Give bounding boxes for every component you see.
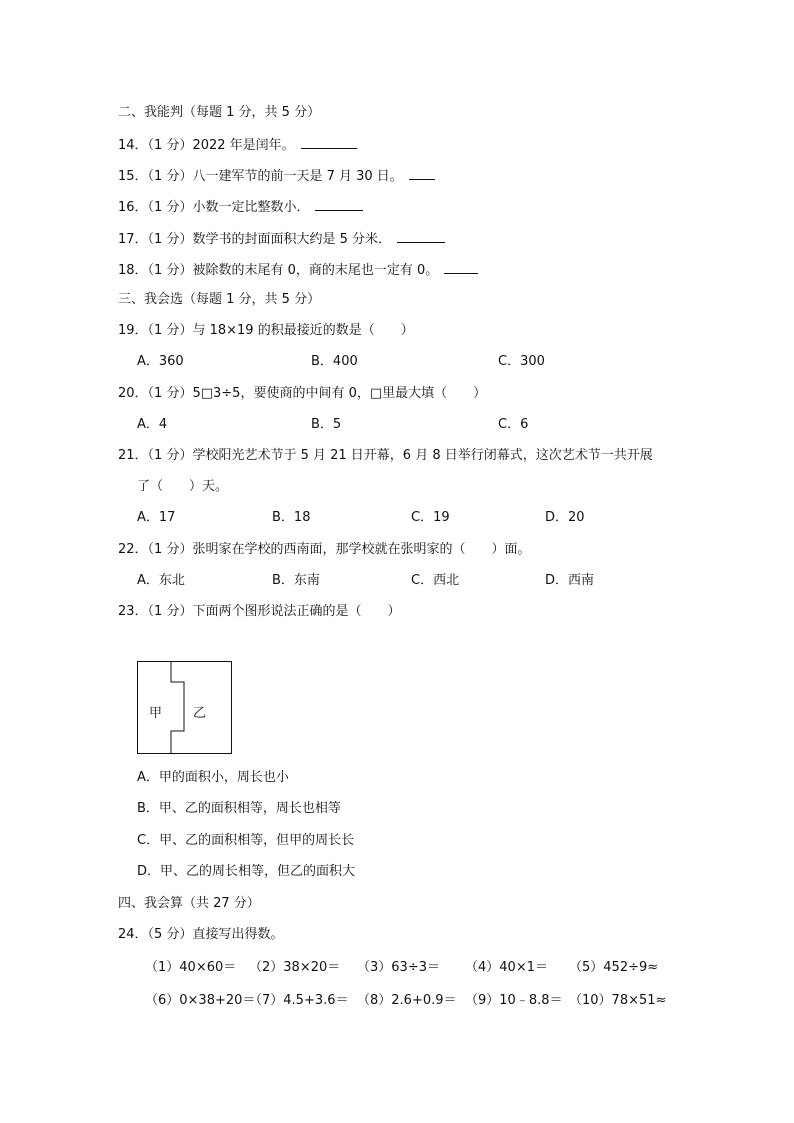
- option-b[interactable]: B．甲、乙的面积相等，周长也相等: [137, 801, 341, 816]
- question-text: 与 18×19 的积最接近的数是（ ）: [192, 323, 414, 338]
- question-number: 22．: [118, 542, 148, 557]
- question-21: [118, 447, 653, 465]
- calc-item-3: （3）63÷3＝: [357, 960, 440, 975]
- question-number: 20．: [118, 386, 148, 401]
- question-number: 21．: [118, 448, 148, 463]
- question-text: 直接写出得数。: [192, 927, 284, 942]
- answer-blank[interactable]: [315, 197, 363, 211]
- question-number: 14．: [118, 138, 148, 153]
- shape-label-yi: 乙: [193, 706, 207, 721]
- question-score: （1 分）: [147, 542, 193, 557]
- question-number: 16．: [118, 200, 148, 215]
- calc-item-7: （7）4.5+3.6＝: [249, 993, 349, 1008]
- answer-blank[interactable]: [301, 135, 357, 149]
- option-d[interactable]: D．西南: [545, 573, 595, 588]
- section-3-title: 三、我会选（每题 1 分，共 5 分）: [118, 292, 321, 307]
- option-c[interactable]: C．19: [411, 510, 450, 525]
- question-number: 15．: [118, 169, 148, 184]
- answer-blank[interactable]: [397, 229, 445, 243]
- option-a[interactable]: A．360: [137, 354, 184, 369]
- question-24: [118, 926, 283, 944]
- question-score: （1 分）: [147, 386, 193, 401]
- option-a[interactable]: A．东北: [137, 573, 185, 588]
- section-4-title: 四、我会算（共 27 分）: [118, 896, 260, 911]
- question-score: （1 分）: [147, 232, 193, 247]
- question-23: [118, 603, 400, 621]
- calc-item-2: （2）38×20＝: [249, 960, 341, 975]
- section-2-title: 二、我能判（每题 1 分，共 5 分）: [118, 105, 321, 120]
- question-score: （1 分）: [147, 323, 193, 338]
- question-score: （1 分）: [147, 169, 193, 184]
- question-number: 18．: [118, 263, 148, 278]
- option-a[interactable]: A．4: [137, 417, 168, 432]
- calc-item-1: （1）40×60＝: [145, 960, 237, 975]
- question-number: 23．: [118, 604, 148, 619]
- question-text: 学校阳光艺术节于 5 月 21 日开幕，6 月 8 日举行闭幕式，这次艺术节一共开展: [192, 448, 653, 463]
- calc-item-5: （5）452÷9≈: [569, 960, 659, 975]
- question-19: [118, 322, 414, 340]
- calc-item-8: （8）2.6+0.9＝: [357, 993, 457, 1008]
- question-text: 被除数的末尾有 0，商的末尾也一定有 0。: [192, 263, 439, 278]
- question-20: [118, 385, 486, 403]
- option-a[interactable]: A．17: [137, 510, 176, 525]
- question-14: [118, 135, 357, 155]
- question-text: 张明家在学校的西南面，那学校就在张明家的（ ）面。: [192, 542, 531, 557]
- question-number: 24．: [118, 927, 148, 942]
- question-score: （1 分）: [147, 138, 193, 153]
- question-16: [118, 197, 363, 217]
- question-number: 17．: [118, 232, 148, 247]
- question-15: [118, 166, 435, 186]
- option-c[interactable]: C．甲、乙的面积相等，但甲的周长长: [137, 833, 355, 848]
- question-text: 八一建军节的前一天是 7 月 30 日。: [192, 169, 403, 184]
- question-number: 19．: [118, 323, 148, 338]
- question-score: （1 分）: [147, 200, 193, 215]
- question-18: [118, 260, 478, 280]
- option-c[interactable]: C．西北: [411, 573, 460, 588]
- option-c[interactable]: C．300: [498, 354, 545, 369]
- option-a[interactable]: A．甲的面积小，周长也小: [137, 770, 289, 785]
- question-text: 2022 年是闰年。: [192, 138, 295, 153]
- question-22: [118, 541, 530, 559]
- question-21-continued: 了（ ）天。: [137, 479, 229, 494]
- option-d[interactable]: D．20: [545, 510, 585, 525]
- option-b[interactable]: B．5: [311, 417, 342, 432]
- option-b[interactable]: B．18: [272, 510, 311, 525]
- question-text: 数学书的封面面积大约是 5 分米．: [192, 232, 391, 247]
- shape-figure: [137, 661, 232, 754]
- question-score: （1 分）: [147, 448, 193, 463]
- calc-item-4: （4）40×1＝: [465, 960, 548, 975]
- question-text: 小数一定比整数小．: [192, 200, 310, 215]
- option-d[interactable]: D．甲、乙的周长相等，但乙的面积大: [137, 864, 356, 879]
- question-text: 5□3÷5，要使商的中间有 0，□里最大填（ ）: [192, 386, 487, 401]
- answer-blank[interactable]: [444, 260, 478, 274]
- question-score: （1 分）: [147, 604, 193, 619]
- option-c[interactable]: C．6: [498, 417, 529, 432]
- shape-label-jia: 甲: [149, 706, 163, 721]
- question-score: （1 分）: [147, 263, 193, 278]
- calc-item-10: （10）78×51≈: [569, 993, 667, 1008]
- answer-blank[interactable]: [409, 166, 435, 180]
- calc-item-9: （9）10﹣8.8＝: [465, 993, 563, 1008]
- calc-item-6: （6）0×38+20＝: [145, 993, 256, 1008]
- option-b[interactable]: B．东南: [272, 573, 320, 588]
- question-score: （5 分）: [147, 927, 193, 942]
- question-17: [118, 229, 445, 249]
- option-b[interactable]: B．400: [311, 354, 358, 369]
- question-text: 下面两个图形说法正确的是（ ）: [192, 604, 401, 619]
